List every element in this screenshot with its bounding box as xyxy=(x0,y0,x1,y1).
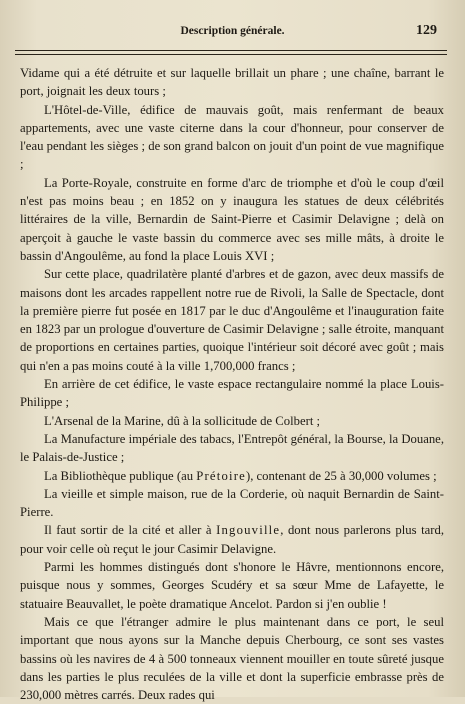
spaced-word: Prétoire xyxy=(196,468,246,483)
text-run: La Manufacture impériale des tabacs, l'Entrepôt général, la Bourse, la Douane, le Palais-de-Justice ; xyxy=(20,431,444,465)
paragraph xyxy=(20,521,444,558)
paragraph xyxy=(20,412,444,430)
text-run: En arrière de cet édifice, le vaste espace rectangulaire nommé la place Louis-Philippe ; xyxy=(20,377,444,410)
text-run: Parmi les hommes distingués dont s'honore le Hâvre, mentionnons encore, puisque nous y sommes, Georges Scudéry et sa sœur Mme de Lafayette, le statuaire Beauvallet, le poète dramatique Ancelot. Pardon si j'en oublie ! xyxy=(20,560,444,611)
paragraph xyxy=(20,101,444,174)
header-rule-bottom xyxy=(15,54,447,55)
paragraph xyxy=(20,558,444,613)
text-run: Mais ce que l'étranger admire le plus maintenant dans ce port, le seul important que nous ayons sur la Manche depuis Cherbourg, ce sont ses vastes bassins où les navires de 4 à 500 tonneaux viennent mouiller en toute sûreté jusque dans les parties le plus reculées de la ville et dont la superficie embrasse près de 230,000 mètres carrés. Deux rades qui xyxy=(20,614,444,703)
running-title: Description générale. xyxy=(180,25,285,37)
paragraph xyxy=(20,430,444,467)
paragraph xyxy=(20,375,444,412)
paragraph xyxy=(20,485,444,522)
paragraph xyxy=(20,613,444,704)
text-run: Vidame qui a été détruite et sur laquelle brillait un phare ; une chaîne, barrant le port, joignait les deux tours ; xyxy=(20,66,444,99)
paragraph xyxy=(20,64,444,101)
paragraph xyxy=(20,467,444,485)
text-run: La Porte-Royale, construite en forme d'arc de triomphe et d'où le coup d'œil n'est pas moins beau ; en 1852 on y inaugura les statues de deux célébrités littéraires de la ville, Bernardin de Saint-Pierre et Casimir Delavigne ; delà on aperçoit à gauche le vaste bassin du commerce avec ses mille mâts, à droite le bassin d'Angoulême, au fond la place Louis XVI ; xyxy=(20,175,444,263)
text-run: L'Hôtel-de-Ville, édifice de mauvais goût, mais renfermant de beaux appartements, avec une vaste citerne dans la cour d'honneur, pour conserver de l'eau pendant les sièges ; de son grand balcon on jouit d'un point de vue magnifique ; xyxy=(20,102,444,172)
paragraph xyxy=(20,265,444,375)
text-run: L'Arsenal de la Marine, dû à la sollicitude de Colbert ; xyxy=(44,413,321,428)
body-text xyxy=(20,64,444,704)
text-run: Sur cette place, quadrilatère planté d'arbres et de gazon, avec deux massifs de maisons dont les arcades rappellent notre rue de Rivoli, la Salle de Spectacle, dont la première pierre fut posée en 1817 par le duc d'Angoulême et l'inauguration faite en 1823 par un prologue d'ouverture de Casimir Delavigne ; salle étroite, manquant de proportions en certaines parties, quoique l'intérieur soit décoré avec goût ; mais qui n'en a pas moins couté à la ville 1,700,000 francs ; xyxy=(20,267,444,373)
text-run: Il faut sortir de la cité et aller à xyxy=(44,523,217,538)
text-run: La Bibliothèque publique (au xyxy=(44,468,197,483)
page-number: 129 xyxy=(416,23,437,38)
paragraph xyxy=(20,174,444,265)
text-run: La vieille et simple maison, rue de la Corderie, où naquit Bernardin de Saint-Pierre. xyxy=(20,486,444,520)
header-rule-top xyxy=(15,50,447,51)
spaced-word: Ingouville xyxy=(216,523,281,538)
text-run: ), contenant de 25 à 30,000 volumes ; xyxy=(245,468,437,483)
text-run: , dont nous parlerons plus tard, pour voir celle où reçut le jour Casimir Delavigne. xyxy=(20,523,444,556)
